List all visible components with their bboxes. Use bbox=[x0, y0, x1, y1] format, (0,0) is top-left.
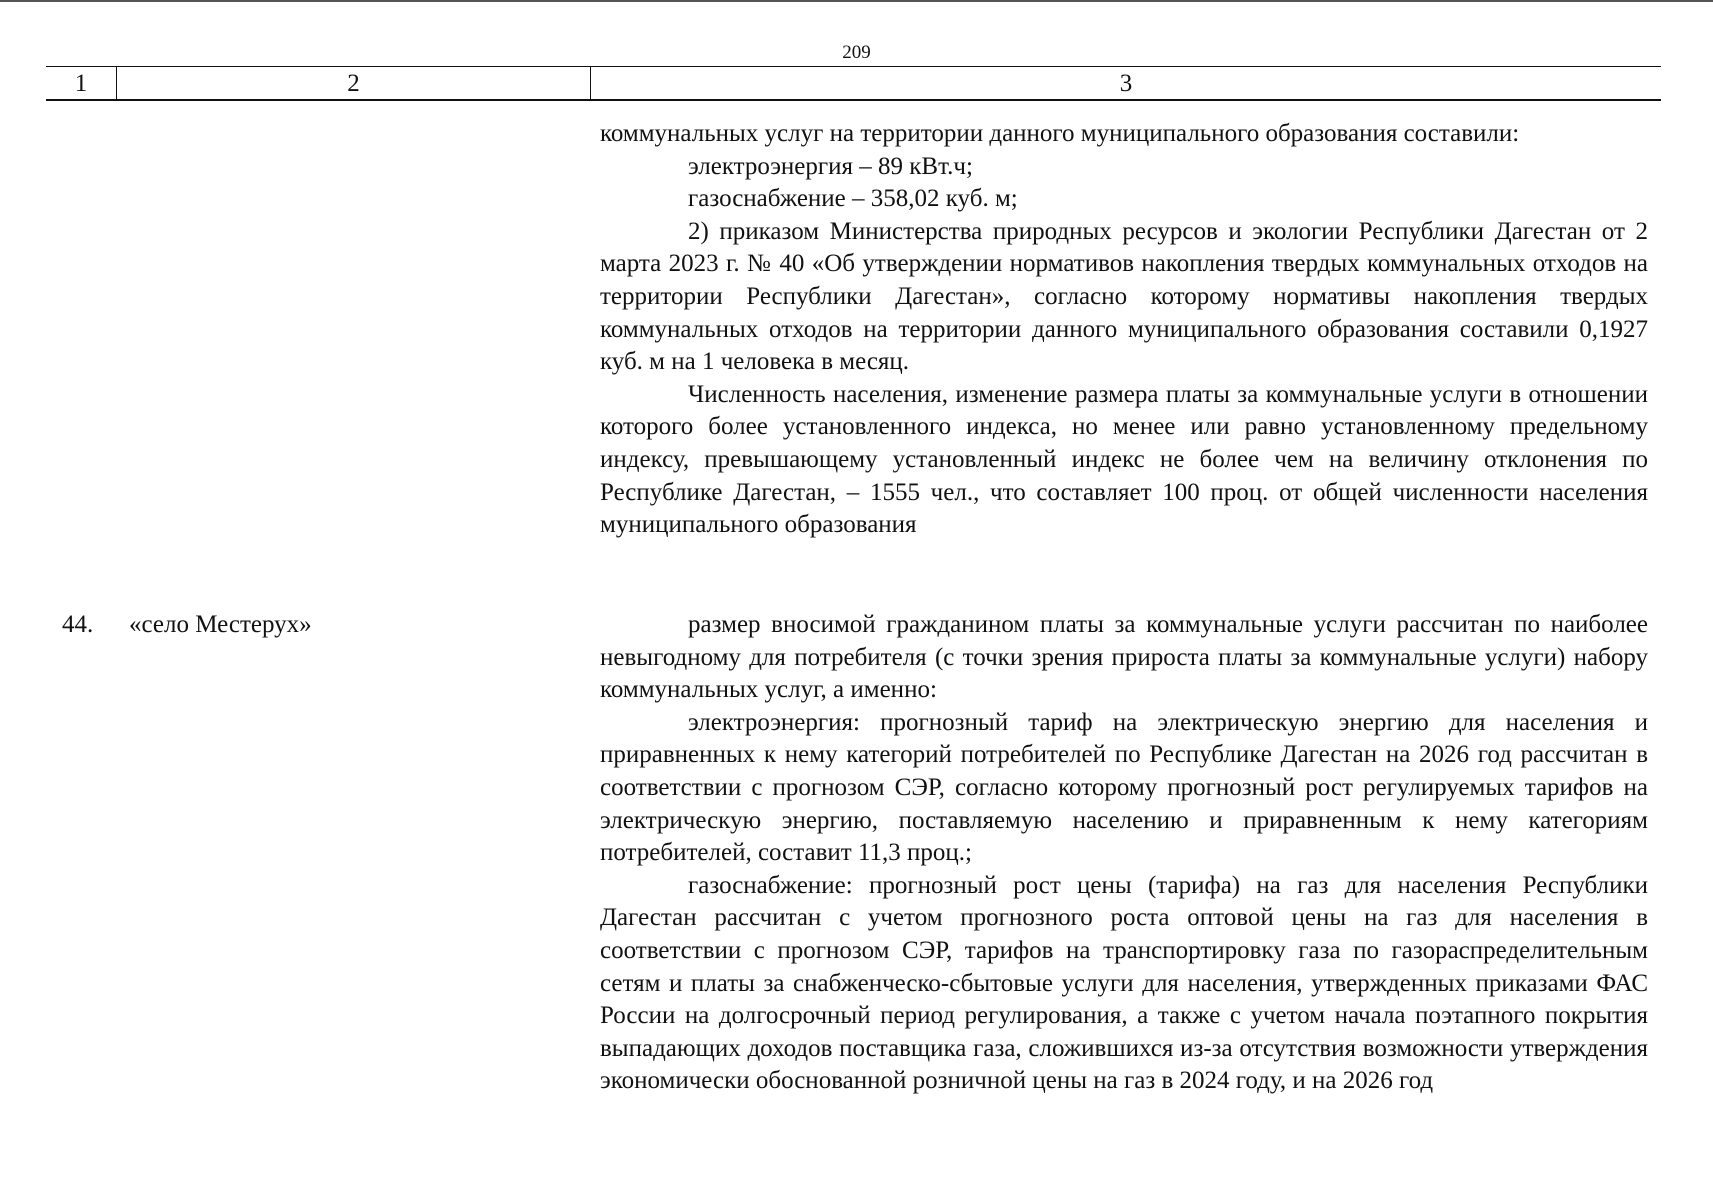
settlement-name: «село Местерух» bbox=[129, 611, 312, 638]
page-number: 209 bbox=[842, 42, 871, 63]
paragraph: размер вносимой гражданином платы за коммунальные услуги рассчитан по наиболее невыгодному для потребителя (с точки зрения прироста платы за коммунальные услуги) набору коммунальных услуг, а именно: bbox=[600, 611, 1648, 704]
paragraph: Численность населения, изменение размера платы за коммунальные услуги в отношении которого более установленного индекса, но менее или равно установленному предельному индексу, превышающему установленный индекс не более чем на величину отклонения по Республике Дагестан, – 1555 чел., что составляет 100 проц. от общей численности населения муниципального образования bbox=[600, 380, 1648, 539]
column-header-1: 1 bbox=[74, 70, 88, 97]
column-header-3: 3 bbox=[1119, 70, 1133, 97]
paragraph: газоснабжение – 358,02 куб. м; bbox=[688, 185, 1018, 213]
paragraph: 2) приказом Министерства природных ресурсов и экологии Республики Дагестан от 2 марта 2023 г. № 40 «Об утверждении нормативов накопления твердых коммунальных отходов на территории Республики Дагестан», согласно которому нормативы накопления твердых коммунальных отходов на территории данного муниципального образования составили 0,1927 куб. м на 1 человека в месяц. bbox=[600, 217, 1648, 376]
row-description bbox=[600, 609, 1648, 1098]
continuation-text bbox=[600, 118, 1648, 542]
scan-edge bbox=[0, 0, 1713, 2]
paragraph: электроэнергия: прогнозный тариф на электрическую энергию для населения и приравненных к нему категорий потребителей по Республике Дагестан на 2026 год рассчитан в соответствии с прогнозом СЭР, согласно которому прогнозный рост регулируемых тарифов на электрическую энергию, поставляемую населению и приравненным к нему категориям потребителей, составит 11,3 проц.; bbox=[600, 708, 1648, 867]
table-header-bottom-rule bbox=[46, 99, 1661, 101]
table-header-top-rule bbox=[46, 66, 1661, 67]
paragraph: газоснабжение: прогнозный рост цены (тарифа) на газ для населения Республики Дагестан рассчитан с учетом прогнозного роста оптовой цены на газ для населения в соответствии с прогнозом СЭР, тарифов на транспортировку газа по газораспределительным сетям и платы за снабженческо-сбытовые услуги для населения, утвержденных приказами ФАС России на долгосрочный период регулирования, а также с учетом начала поэтапного покрытия выпадающих доходов поставщика газа, сложившихся из-за отсутствия возможности утверждения экономически обоснованной розничной цены на газ в 2024 году, и на 2026 год bbox=[600, 871, 1648, 1095]
column-header-2: 2 bbox=[347, 70, 360, 97]
paragraph: коммунальных услуг на территории данного муниципального образования составили: bbox=[600, 120, 1520, 147]
paragraph: электроэнергия – 89 кВт.ч; bbox=[688, 152, 973, 180]
row-number: 44. bbox=[62, 611, 94, 638]
